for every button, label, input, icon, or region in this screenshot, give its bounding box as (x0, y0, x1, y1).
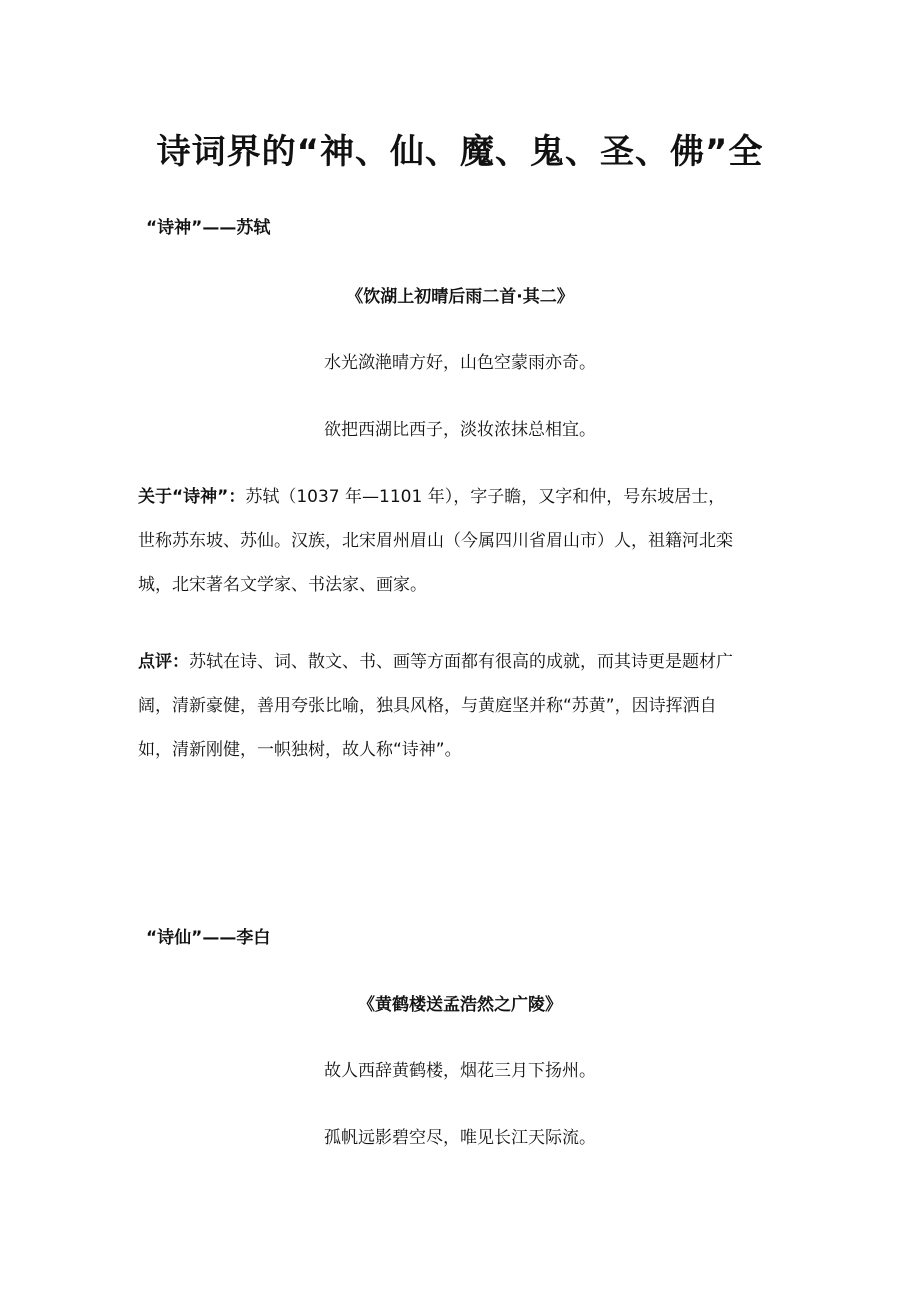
poem-verse: 欲把西湖比西子，淡妆浓抹总相宜。 (324, 420, 596, 440)
section-heading-shixian: “诗仙”——李白 (146, 928, 271, 948)
paragraph-line: 阔，清新豪健，善用夸张比喻，独具风格，与黄庭坚并称“苏黄”，因诗挥洒自 (138, 696, 717, 716)
about-lead: 关于“诗神”： (138, 487, 246, 507)
review-paragraph (138, 650, 786, 782)
poem-verse: 水光潋滟晴方好，山色空蒙雨亦奇。 (324, 353, 596, 373)
paragraph-line: 城，北宋著名文学家、书法家、画家。 (138, 575, 427, 595)
about-text: 苏轼（1037 年—1101 年），字子瞻，又字和仲，号东坡居士， (245, 487, 726, 507)
poem-title: 《黄鹤楼送孟浩然之广陵》 (358, 995, 562, 1015)
about-paragraph (138, 485, 786, 617)
paragraph-line: 如，清新刚健，一帜独树，故人称“诗神”。 (138, 740, 462, 760)
poem-title: 《饮湖上初晴后雨二首·其二》 (346, 287, 574, 307)
review-text: 苏轼在诗、词、散文、书、画等方面都有很高的成就，而其诗更是题材广 (189, 652, 733, 672)
review-lead: 点评： (138, 652, 189, 672)
poem-verse: 故人西辞黄鹤楼，烟花三月下扬州。 (324, 1061, 596, 1081)
page-title: 诗词界的“神、仙、魔、鬼、圣、佛”全 (156, 132, 764, 172)
poem-verse: 孤帆远影碧空尽，唯见长江天际流。 (324, 1128, 596, 1148)
section-heading-shishen: “诗神”——苏轼 (146, 218, 271, 238)
paragraph-line: 世称苏东坡、苏仙。汉族，北宋眉州眉山（今属四川省眉山市）人，祖籍河北栾 (138, 531, 733, 551)
paragraph-line (138, 650, 786, 694)
paragraph-line (138, 485, 786, 529)
